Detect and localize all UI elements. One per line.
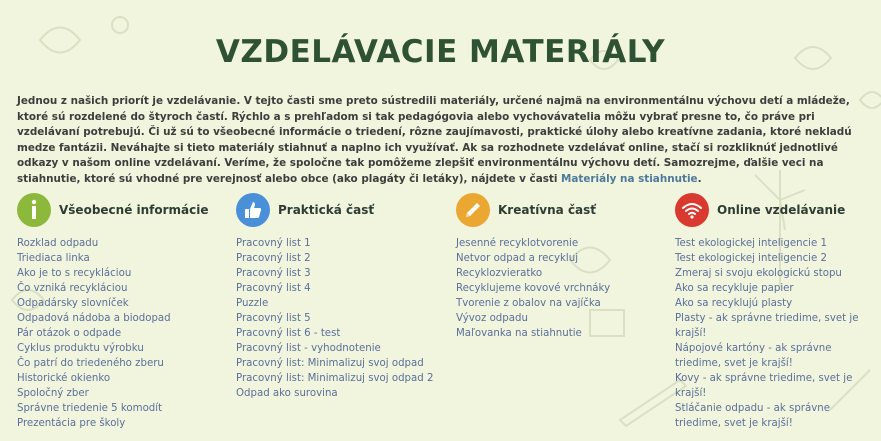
list-item[interactable]: Historické okienko bbox=[17, 373, 111, 384]
list-item[interactable]: Recyklozvieratko bbox=[456, 268, 543, 279]
list-item[interactable]: Kovy - ak správne triedime, svet je krajší! bbox=[675, 373, 853, 399]
list-item[interactable]: Pracovný list: Minimalizuj svoj odpad bbox=[236, 358, 424, 369]
list-item[interactable]: Odpad ako surovina bbox=[236, 388, 338, 399]
list-item[interactable]: Pracovný list 5 bbox=[236, 313, 311, 324]
column-title: Všeobecné informácie bbox=[59, 203, 209, 217]
column-title: Online vzdelávanie bbox=[717, 203, 846, 217]
list-item[interactable]: Recyklujeme kovové vrchnáky bbox=[456, 283, 611, 294]
list-item[interactable]: Ako sa recykluje papier bbox=[675, 283, 794, 294]
list-item[interactable]: Pracovný list 1 bbox=[236, 238, 311, 249]
column-header bbox=[456, 193, 666, 227]
thumbs-up-icon bbox=[236, 193, 270, 227]
list-item[interactable]: Maľovanka na stiahnutie bbox=[456, 328, 582, 339]
link-list bbox=[17, 236, 171, 431]
intro-paragraph bbox=[17, 94, 867, 188]
info-icon bbox=[17, 193, 51, 227]
list-item[interactable]: Jesenné recyklotvorenie bbox=[456, 238, 579, 249]
link-list bbox=[236, 236, 433, 401]
list-item[interactable]: Tvorenie z obalov na vajíčka bbox=[456, 298, 601, 309]
list-item[interactable]: Pracovný list 4 bbox=[236, 283, 311, 294]
list-item[interactable]: Ako sa recyklujú plasty bbox=[675, 298, 793, 309]
list-item[interactable]: Pár otázok o odpade bbox=[17, 328, 122, 339]
column-header bbox=[675, 193, 875, 227]
column-creative bbox=[456, 193, 666, 339]
column-practical bbox=[236, 193, 448, 399]
list-item[interactable]: Stláčanie odpadu - ak správne triedime, svet je krajší! bbox=[675, 403, 830, 429]
list-item[interactable]: Cyklus produktu výrobku bbox=[17, 343, 144, 354]
intro-end: . bbox=[697, 172, 702, 185]
list-item[interactable]: Prezentácia pre školy bbox=[17, 418, 126, 429]
column-title: Praktická časť bbox=[278, 203, 375, 217]
list-item[interactable]: Zmeraj si svoju ekologickú stopu bbox=[675, 268, 842, 279]
list-item[interactable]: Pracovný list 6 - test bbox=[236, 328, 341, 339]
link-list bbox=[675, 236, 875, 431]
materials-download-link[interactable]: Materiály na stiahnutie bbox=[561, 172, 698, 185]
list-item[interactable]: Netvor odpad a recykluj bbox=[456, 253, 579, 264]
page-title: VZDELÁVACIE MATERIÁLY bbox=[215, 34, 666, 70]
intro-text: Jednou z našich priorít je vzdelávanie. V tejto časti sme preto sústredili materiály, určené najmä na environmentálnu výchovu detí a mládeže, ktoré sú rozdelené do štyroch častí. Rýchlo a s prehľadom si tak pedagógovia alebo vychovávatelia môžu vybrať presne to, čo práve pri vzdelávaní potrebujú. Či už sú to všeobecné informácie o triedení, rôzne zaujímavosti, praktické úlohy alebo kreatívne zadania, ktoré nekladú medze fantázii. Neváhajte si tieto materiály stiahnuť a naplno ich využívať. Ak sa rozhodnete vzdelávať online, stačí si rozkliknúť jednotlivé odkazy v našom online vzdelávaní. Veríme, že spoločne tak pomôžeme zlepšiť environmentálnu výchovu detí. Samozrejme, ďalšie veci na stiahnutie, ktoré sú vhodné pre verejnosť alebo obce (ako plagáty či letáky), nájdete v časti bbox=[17, 95, 852, 185]
column-general-info bbox=[17, 193, 227, 429]
column-online bbox=[675, 193, 875, 429]
list-item[interactable]: Rozklad odpadu bbox=[17, 238, 99, 249]
list-item[interactable]: Pracovný list 2 bbox=[236, 253, 311, 264]
pencil-icon bbox=[456, 193, 490, 227]
list-item[interactable]: Plasty - ak správne triedime, svet je krajší! bbox=[675, 313, 859, 339]
list-item[interactable]: Spoločný zber bbox=[17, 388, 89, 399]
list-item[interactable]: Nápojové kartóny - ak správne triedime, svet je krajší! bbox=[675, 343, 832, 369]
list-item[interactable]: Triediaca linka bbox=[17, 253, 90, 264]
list-item[interactable]: Správne triedenie 5 komodít bbox=[17, 403, 163, 414]
list-item[interactable]: Odpadársky slovníček bbox=[17, 298, 129, 309]
column-title: Kreatívna časť bbox=[498, 203, 597, 217]
list-item[interactable]: Test ekologickej inteligencie 1 bbox=[675, 238, 827, 249]
wifi-icon bbox=[675, 193, 709, 227]
list-item[interactable]: Pracovný list: Minimalizuj svoj odpad 2 bbox=[236, 373, 434, 384]
circle-doodle bbox=[112, 17, 128, 33]
column-header bbox=[17, 193, 227, 227]
list-item[interactable]: Čo vzniká recykláciou bbox=[17, 283, 128, 294]
list-item[interactable]: Čo patrí do triedeného zberu bbox=[17, 358, 164, 369]
list-item[interactable]: Test ekologickej inteligencie 2 bbox=[675, 253, 827, 264]
list-item[interactable]: Pracovný list 3 bbox=[236, 268, 311, 279]
link-list bbox=[456, 236, 610, 341]
column-header bbox=[236, 193, 448, 227]
list-item[interactable]: Odpadová nádoba a biodopad bbox=[17, 313, 171, 324]
list-item[interactable]: Puzzle bbox=[236, 298, 269, 309]
list-item[interactable]: Ako je to s recykláciou bbox=[17, 268, 132, 279]
list-item[interactable]: Vývoz odpadu bbox=[456, 313, 528, 324]
list-item[interactable]: Pracovný list - vyhodnotenie bbox=[236, 343, 381, 354]
